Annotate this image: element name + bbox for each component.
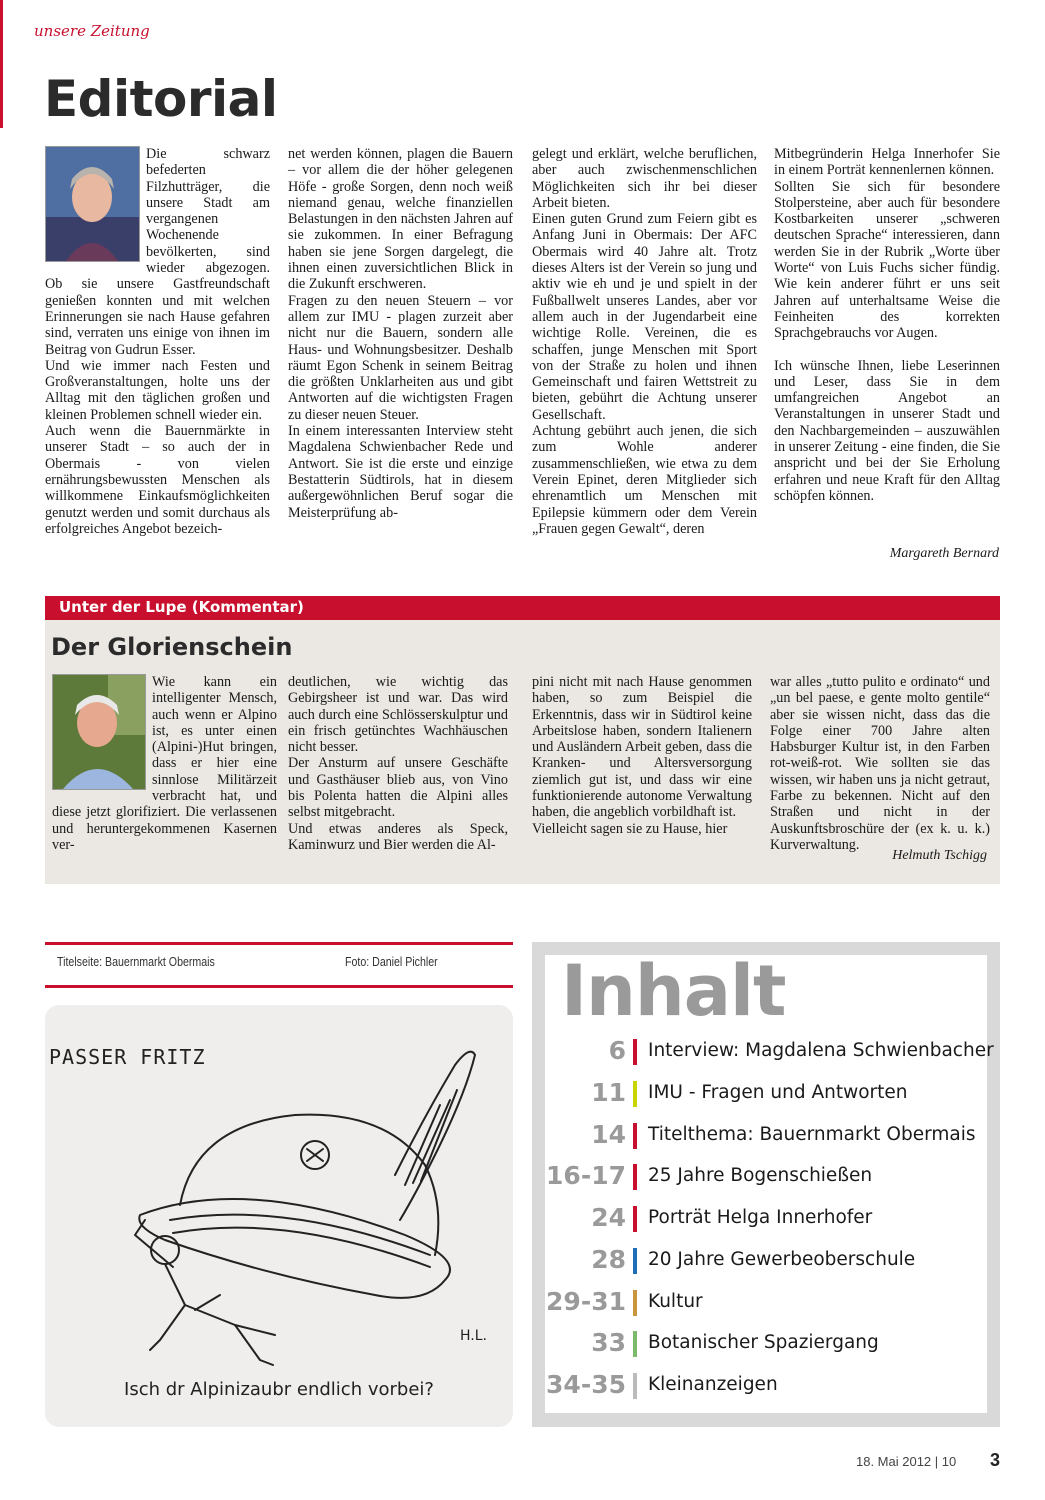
toc-color-marker (633, 1039, 637, 1065)
editorial-column-4: Mitbegründerin Helga Innerhofer Sie in einem Porträt kennenlernen können. Sollten Sie sich für besondere Stolpersteine, aber auch für besondere Kostbarkeiten unserer „schweren deutschen Sprache“ interessieren, dann werden Sie in der Rubrik „Worte über Worte“ von Luis Fuchs sicher fündig. Wie kein anderer führt er uns seit Jahren auf unterhaltsame Weise die Feinheiten des korrekten Sprachgebrauchs vor Augen. Ich wünsche Ihnen, liebe Leserinnen und Leser, dass Sie in dem umfangreichen Angebot an Veranstaltungen in unserer Stadt und den Nachbargemeinden – auszuwählen in unserer Zeitung - eine finden, die Sie anspricht und bei der Sie Erholung erfahren und neue Kraft für den Alltag schöpfen können. (774, 146, 1000, 504)
svg-text:H.L.: H.L. (460, 1328, 487, 1344)
toc-page-number: 34-35 (546, 1370, 626, 1399)
toc-color-marker (633, 1290, 637, 1316)
cover-credit: Titelseite: Bauernmarkt Obermais (57, 955, 215, 969)
comment-column-4: war alles „tutto pulito e ordinato“ und „un bel paese, e gente molto gentile“ aber sie wissen nicht, dass das die Folge einer 700 Jahre alten Habsburger Kultur ist, in den Farben rot-weiß-rot. Wie sollten sie das wissen, wir haben uns ja nicht getraut, Farbe zu bekennen. Nicht auf den Straßen und nicht in der Auskunftsbroschüre der (ex k. u. k.) Kurverwaltung. (770, 674, 990, 853)
photo-credits (45, 942, 513, 988)
toc-color-marker (633, 1123, 637, 1149)
toc-page-number: 33 (591, 1328, 626, 1357)
toc-item[interactable] (540, 1078, 1000, 1112)
publication-logo: unsere Zeitung (34, 22, 150, 40)
toc-color-marker (633, 1248, 637, 1274)
toc-item-label: Kleinanzeigen (648, 1374, 778, 1395)
toc-page-number: 11 (591, 1078, 626, 1107)
toc-item[interactable] (540, 1287, 1000, 1321)
toc-page-number: 6 (608, 1036, 626, 1065)
toc-page-number: 24 (591, 1203, 626, 1232)
toc-item[interactable] (540, 1036, 1000, 1070)
author-photo-helmuth (52, 674, 146, 790)
toc-item-label: IMU - Fragen und Antworten (648, 1082, 908, 1103)
photographer-credit: Foto: Daniel Pichler (345, 955, 438, 969)
issue-info: 18. Mai 2012 | 10 (856, 1454, 957, 1469)
toc-page-number: 14 (591, 1120, 626, 1149)
toc-title: Inhalt (561, 950, 786, 1032)
toc-item-label: Titelthema: Bauernmarkt Obermais (648, 1124, 976, 1145)
toc-item[interactable] (540, 1161, 1000, 1195)
editorial-column-1: Die schwarz befederten Filzhutträger, die unsere Stadt am vergangenen Wochenende bevölkerten, sind wieder abgezogen. Ob sie unsere Gastfreundschaft genießen konnten und mit welchen Erinnerungen sie nach Hause gefahren sind, verraten uns einige von ihnen im Beitrag von Gudrun Esser. Und wie immer nach Festen und Großveranstaltungen, holte uns der Alltag mit den täglichen großen und kleinen Problemen schnell wieder ein. Auch wenn die Bauernmärkte in unserer Stadt – so auch der in Obermais - von vielen ernährungsbewussten Menschen als willkommene Einkaufsmöglichkeiten genutzt werden und somit durchaus als erfolgreiches Angebot bezeich- (45, 146, 270, 537)
toc-item-label: Kultur (648, 1291, 703, 1312)
comment-section-label: Unter der Lupe (Kommentar) (59, 598, 304, 616)
comment-column-1: Wie kann ein intelligenter Mensch, auch wenn er Alpino ist, es unter einen (Alpini-)Hut bringen, dass er hier eine sinnlose Militärzeit verbracht hat, und diese jetzt glorifiziert. Die verlassenen und heruntergekommenen Kasernen ver- (52, 674, 277, 853)
comment-title: Der Glorienschein (51, 633, 293, 661)
toc-item-label: 20 Jahre Gewerbeoberschule (648, 1249, 916, 1270)
toc-item-label: Botanischer Spaziergang (648, 1332, 879, 1353)
comment-section-bar (45, 596, 1000, 620)
cartoon-drawing (45, 1005, 513, 1385)
toc-item[interactable] (540, 1370, 1000, 1404)
toc-page-number: 28 (591, 1245, 626, 1274)
editorial-column-3: gelegt und erklärt, welche beruflichen, aber auch zwischenmenschlichen Möglichkeiten sich ihr bei dieser Arbeit bieten. Einen guten Grund zum Feiern gibt es Anfang Juni in Obermais: Der AFC Obermais wird 40 Jahre alt. Trotz dieses Alters ist der Verein so jung und aktiv wie eh und je und spielt in der Fußballwelt unseres Landes, aber vor allem auch in der Jugendarbeit eine wichtige Rolle. Vereinen, die es schaffen, junge Menschen mit Sport von der Straße zu holen und ihnen Gemeinschaft und fairen Wettstreit zu bieten, gebührt die Achtung unserer Gesellschaft. Achtung gebührt auch jenen, die sich zum Wohle anderer zusammenschließen, wie etwa zu dem Verein Epinet, deren Mitglieder sich ehrenamtlich um Menschen mit Epilepsie kümmern oder dem Verein „Frauen gegen Gewalt“, deren (532, 146, 757, 537)
cartoon-caption: Isch dr Alpinizaubr endlich vorbei? (124, 1379, 434, 1400)
page-number: 3 (990, 1450, 1001, 1470)
toc-color-marker (633, 1206, 637, 1232)
toc-item-label: 25 Jahre Bogenschießen (648, 1165, 873, 1186)
toc-item[interactable] (540, 1328, 1000, 1362)
cartoon (45, 1005, 513, 1427)
toc-page-number: 16-17 (546, 1161, 626, 1190)
toc-item[interactable] (540, 1245, 1000, 1279)
toc-item[interactable] (540, 1120, 1000, 1154)
comment-column-3: pini nicht mit nach Hause genommen haben, so zum Beispiel die Erkenntnis, dass wir in Südtirol keine Arbeitslose haben, sondern Italienern und Ausländern Arbeit geben, dass die Kranken- und Altersversorgung ziemlich gut ist, und dass wir eine funktionierende autonome Verwaltung haben, die angeblich vorbildhaft ist. Vielleicht sagen sie zu Hause, hier (532, 674, 752, 837)
author-photo-margareth (45, 146, 140, 262)
toc-item-label: Porträt Helga Innerhofer (648, 1207, 873, 1228)
toc-item[interactable] (540, 1203, 1000, 1237)
comment-column-2: deutlichen, wie wichtig das Gebirgsheer ist und war. Das wird auch durch eine Schlösserskulptur und ein frisch getünchtes Wachhäuschen nicht besser. Der Ansturm auf unsere Geschäfte und Gasthäuser blieb aus, von Vino bis Polenta hatten die Alpini alles selbst mitgebracht. Und etwas anderes als Speck, Kaminwurz und Bier werden die Al- (288, 674, 508, 853)
toc-color-marker (633, 1331, 637, 1357)
comment-signature: Helmuth Tschigg (892, 848, 987, 863)
toc-color-marker (633, 1081, 637, 1107)
editorial-signature: Margareth Bernard (889, 546, 999, 561)
editorial-column-2: net werden können, plagen die Bauern – vor allem die der höher gelegenen Höfe - große Sorgen, denn noch weiß niemand genau, welche finanziellen Belastungen in den nächsten Jahren auf sie zukommen. In einer Befragung haben sie jene Sorgen dargelegt, die ihnen einen zuversichtlichen Blick in die Zukunft erschweren. Fragen zu den neuen Steuern – vor allem zur IMU - plagen zurzeit aber nicht nur die Bauern, sondern alle Haus- und Wohnungsbesitzer. Deshalb räumt Egon Schenk in seinem Beitrag die größten Unklarheiten aus und gibt Antworten auf die wichtigsten Fragen zu dieser neuen Steuer. In einem interessanten Interview steht Magdalena Schwienbacher Rede und Antwort. Sie ist die erste und einzige Bestatterin Südtirols, hat in diesem außergewöhnlichen Beruf sogar die Meisterprüfung ab- (288, 146, 513, 521)
toc-color-marker (633, 1164, 637, 1190)
cartoon-title: PASSER FRITZ (49, 1045, 206, 1069)
editorial-heading: Editorial (44, 70, 278, 128)
toc-color-marker (633, 1373, 637, 1399)
toc-page-number: 29-31 (546, 1287, 626, 1316)
edge-accent-bar (0, 0, 3, 128)
toc-item-label: Interview: Magdalena Schwienbacher (648, 1040, 994, 1061)
